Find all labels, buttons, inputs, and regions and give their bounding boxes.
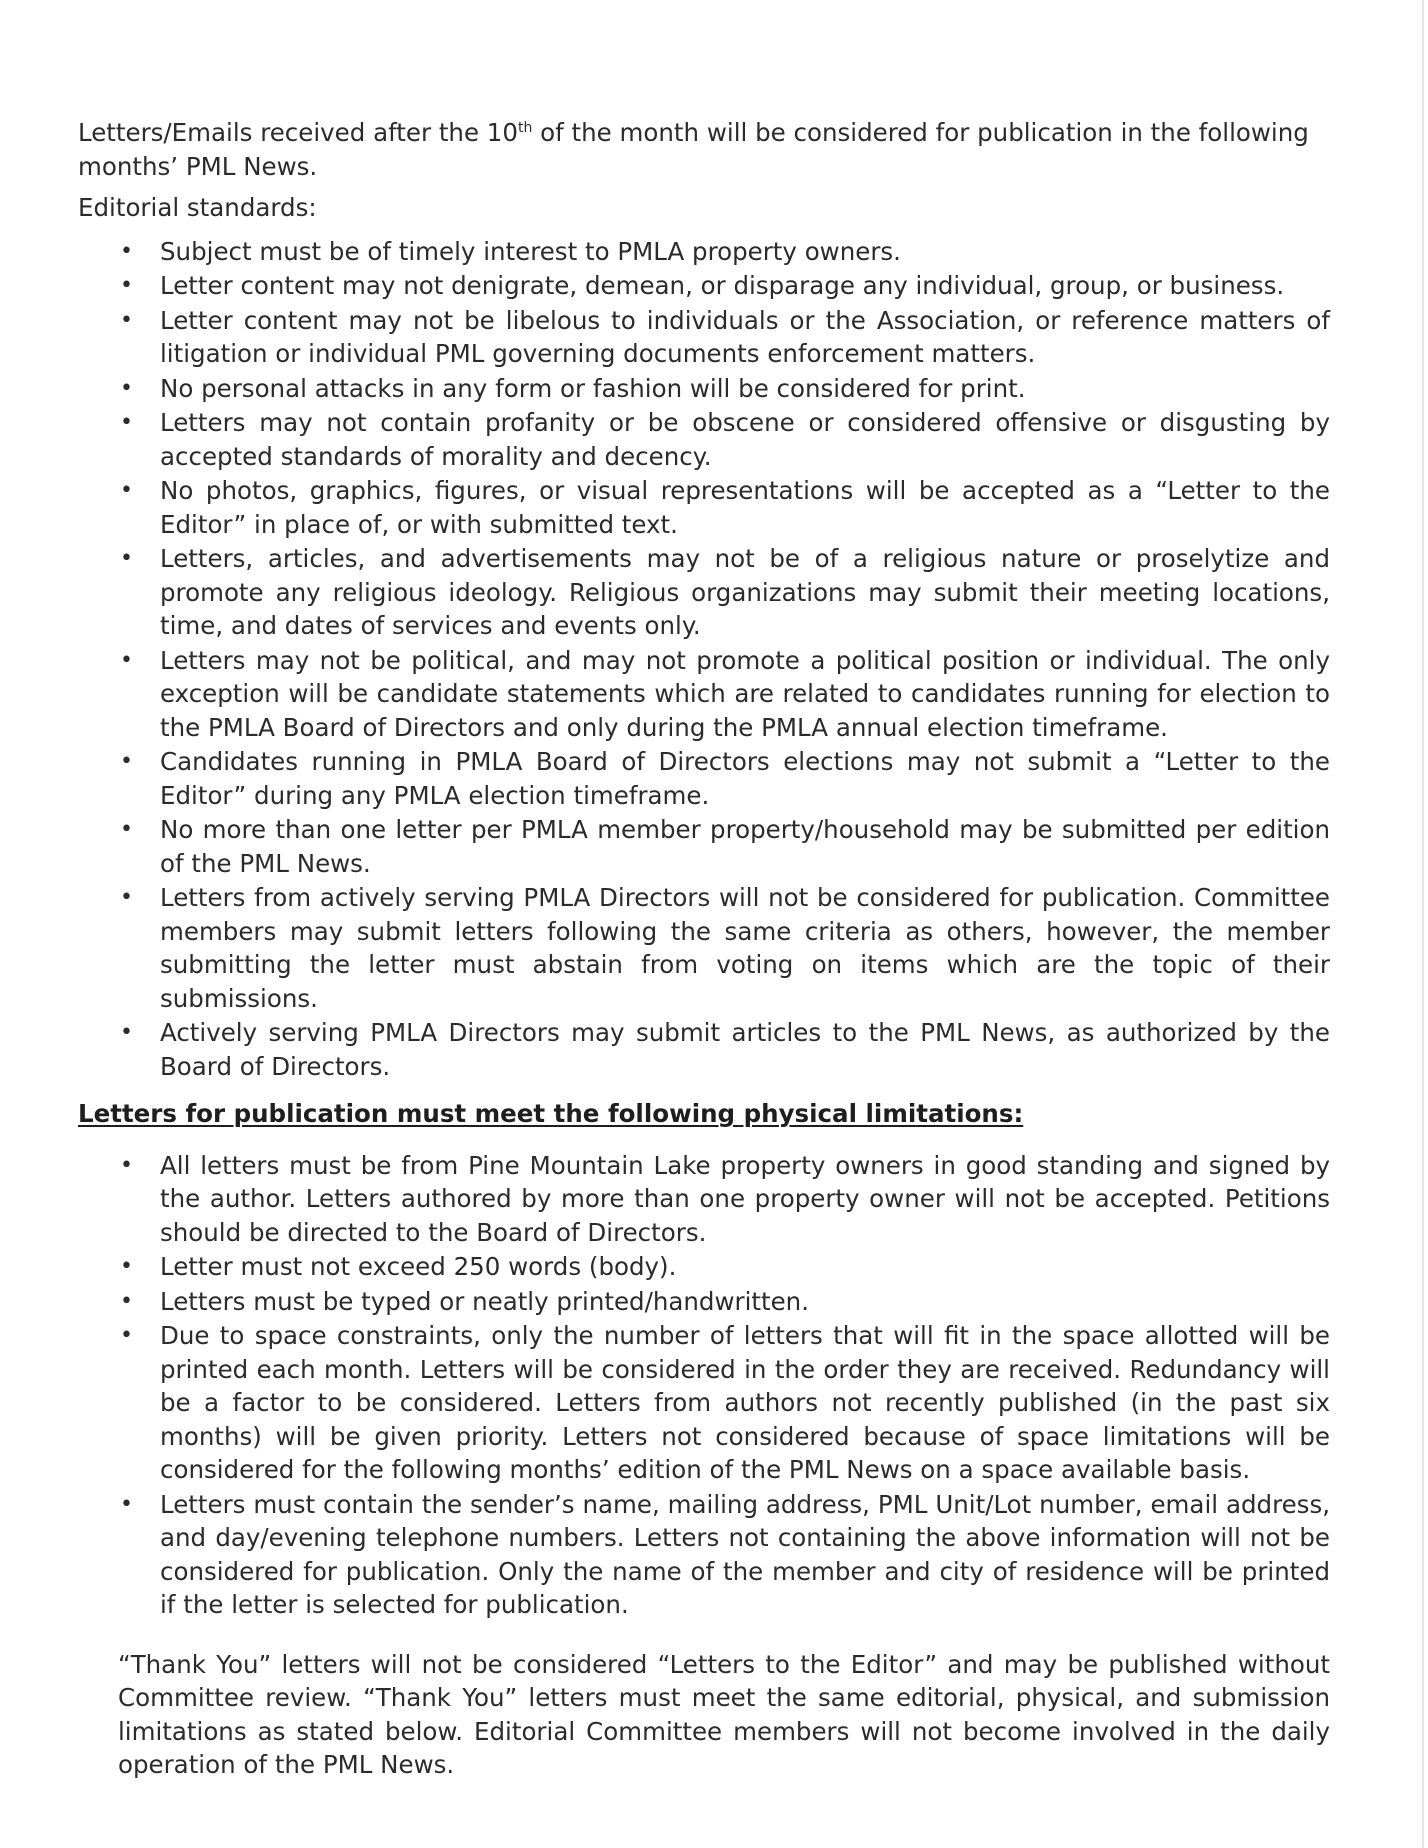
editorial-item: • Actively serving PMLA Directors may submit articles to the PML News, as authorized by the Board of Directors.: [160, 1016, 1330, 1083]
intro-text-end: of the month will be considered for publication in the following months’ PML News.: [78, 118, 1309, 181]
page-edge-divider: [1422, 0, 1424, 1848]
intro-ordinal-suffix: th: [517, 119, 533, 136]
editorial-item: • Subject must be of timely interest to PMLA property owners.: [160, 235, 1330, 269]
physical-item: • Due to space constraints, only the number of letters that will fit in the space allotted will be printed each month. Letters will be considered in the order they are received. Redundancy will be a factor to be considered. Letters from authors not recently published (in the past six months) will be given priority. Letters not considered because of space limitations will be considered for the following months’ edition of the PML News on a space available basis.: [160, 1319, 1330, 1487]
editorial-item: • Letter content may not be libelous to individuals or the Association, or reference matters of litigation or individual PML governing documents enforcement matters.: [160, 304, 1330, 371]
editorial-item: • Letter content may not denigrate, demean, or disparage any individual, group, or business.: [160, 269, 1330, 303]
editorial-item: • No photos, graphics, figures, or visual representations will be accepted as a “Letter to the Editor” in place of, or with submitted text.: [160, 474, 1330, 541]
editorial-item: • Candidates running in PMLA Board of Directors elections may not submit a “Letter to the Editor” during any PMLA election timeframe.: [160, 745, 1330, 812]
editorial-item: • Letters may not be political, and may not promote a political position or individual. The only exception will be candidate statements which are related to candidates running for election to the PMLA Board of Directors and only during the PMLA annual election timeframe.: [160, 644, 1330, 745]
editorial-item: • No more than one letter per PMLA member property/household may be submitted per edition of the PML News.: [160, 813, 1330, 880]
document-page: [78, 116, 1338, 1782]
physical-limitations-heading: Letters for publication must meet the following physical limitations:: [78, 1099, 1024, 1128]
physical-item: • Letters must contain the sender’s name, mailing address, PML Unit/Lot number, email address, and day/evening telephone numbers. Letters not containing the above information will not be considered for publication. Only the name of the member and city of residence will be printed if the letter is selected for publication.: [160, 1488, 1330, 1622]
thank-you-paragraph: “Thank You” letters will not be considered “Letters to the Editor” and may be published without Committee review. “Thank You” letters must meet the same editorial, physical, and submission limitations as stated below. Editorial Committee members will not become involved in the daily operation of the PML News.: [118, 1649, 1330, 1779]
physical-limitations-list: [78, 1149, 1338, 1622]
editorial-item: • No personal attacks in any form or fashion will be considered for print.: [160, 372, 1330, 406]
intro-paragraph: [78, 116, 1328, 183]
intro-text-start: Letters/Emails received after the 10: [78, 118, 518, 147]
editorial-item: • Letters may not contain profanity or be obscene or considered offensive or disgusting by accepted standards of morality and decency.: [160, 406, 1330, 473]
physical-item: • Letter must not exceed 250 words (body).: [160, 1250, 1330, 1284]
editorial-item: • Letters from actively serving PMLA Directors will not be considered for publication. Committee members may submit letters following the same criteria as others, however, the member submitting the letter must abstain from voting on items which are the topic of their submissions.: [160, 881, 1330, 1015]
physical-item: • All letters must be from Pine Mountain Lake property owners in good standing and signed by the author. Letters authored by more than one property owner will not be accepted. Petitions should be directed to the Board of Directors.: [160, 1149, 1330, 1250]
physical-item: • Letters must be typed or neatly printed/handwritten.: [160, 1285, 1330, 1319]
editorial-item: • Letters, articles, and advertisements may not be of a religious nature or proselytize and promote any religious ideology. Religious organizations may submit their meeting locations, time, and dates of services and events only.: [160, 542, 1330, 643]
editorial-standards-list: [78, 235, 1338, 1084]
editorial-standards-label: Editorial standards:: [78, 193, 317, 222]
